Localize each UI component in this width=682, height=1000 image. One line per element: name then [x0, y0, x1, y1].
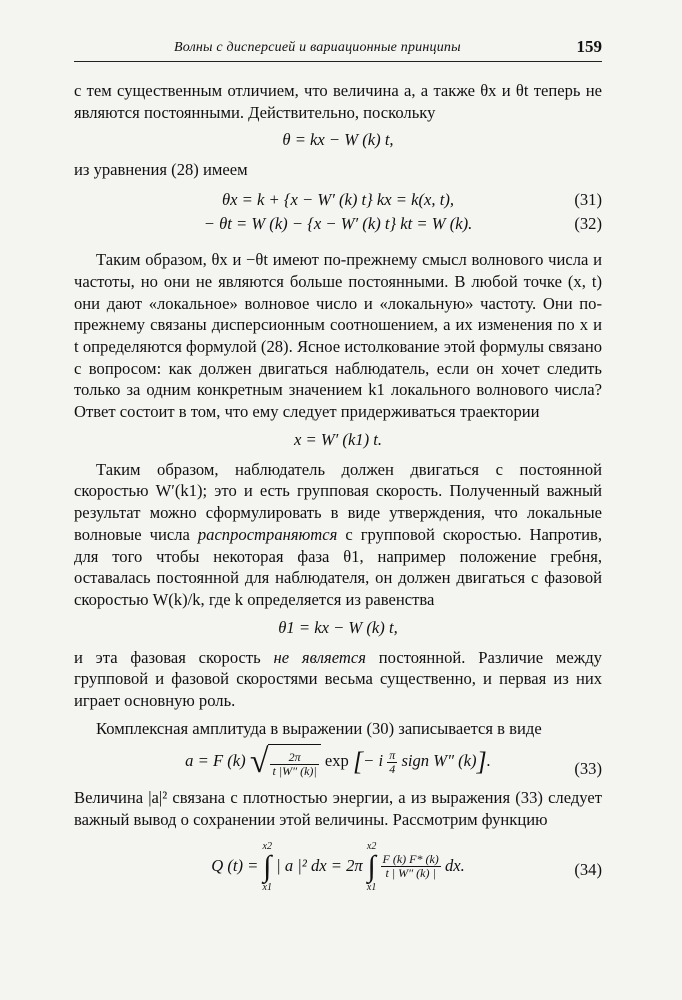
equation-number: (31)	[574, 190, 602, 210]
integral-upper-limit: x2	[262, 840, 272, 852]
page-number: 159	[576, 37, 602, 56]
sqrt-sign: √	[249, 743, 269, 781]
equation-phase	[74, 617, 602, 639]
integral-sign: ∫	[367, 849, 376, 883]
running-title: Волны с дисперсией и вариационные принципы	[174, 40, 461, 55]
equation-34	[74, 841, 602, 893]
eq33-pi: π	[389, 748, 396, 763]
paragraph-5-text-a: и эта фазовая скорость	[74, 647, 261, 667]
eq34-middle: | a |² dx = 2π	[276, 855, 363, 875]
eq33-fraction	[270, 751, 318, 778]
equation-number: (34)	[574, 859, 602, 879]
integral-2	[367, 841, 376, 893]
eq34-dx: dx.	[444, 855, 465, 875]
equation-text: θ = kx − W (k) t,	[282, 130, 394, 150]
equation-text: x = W′ (k1) t.	[293, 429, 383, 449]
eq33-radicand	[268, 744, 320, 781]
eq34-fraction	[381, 853, 441, 880]
eq33-exp: exp	[324, 751, 349, 771]
paragraph-5-emphasis: не является	[273, 647, 366, 667]
integral-sign: ∫	[263, 849, 272, 883]
paragraph-5-text-b: постоянной. Различие между групповой и фазовой скоростями весьма существенно, и первая из них играет основную роль.	[74, 647, 602, 711]
equation-trajectory	[74, 429, 602, 451]
integral-upper-limit: x2	[366, 840, 377, 852]
page-header	[74, 36, 602, 62]
equation-text: − θt = W (k) − {x − W′ (k) t} kt = W (k).	[203, 214, 473, 234]
eq33-sign: sign W″ (k)	[401, 751, 477, 771]
paragraph-4	[74, 459, 602, 611]
header-rule	[74, 61, 602, 62]
equation-number: (32)	[574, 214, 602, 234]
paragraph-4-text-b: с групповой скоростью. Напротив, для того чтобы некоторая фаза θ1, например положение гребня, оставалась постоянной для наблюдателя, он должен двигаться с фазовой скоростью W(k)/k, где k определяется из равенства	[74, 524, 602, 609]
equation-31	[74, 189, 602, 211]
eq33-fraction-numerator: 2π	[270, 751, 318, 765]
eq34-lhs: Q (t) =	[211, 855, 259, 875]
integral-1	[263, 841, 272, 893]
equation-text: θ1 = kx − W (k) t,	[278, 617, 398, 637]
paragraph-3: Таким образом, θx и −θt имеют по-прежнему смысл волнового числа и частоты, но они не являются больше постоянными. В любой точке (x, t) они дают «локальное» волновое число и «локальную» частоту. Они по-прежнему связаны дисперсионным соотношением, а их изменения по x и t определяются формулой (28). Ясное истолкование этой формулы связано с вопросом: как должен двигаться наблюдатель, если он хочет следить только за одним конкретным значением k1 локального волнового числа? Ответ состоит в том, что ему следует придерживаться траектории	[74, 250, 602, 422]
paragraph-7: Величина |a|² связана с плотностью энергии, а из выражения (33) следует важный вывод о сохранении этой величины. Рассмотрим функцию	[74, 788, 602, 829]
eq33-bracket-text: − i	[363, 751, 384, 771]
eq33-four: 4	[389, 762, 396, 777]
page-body	[74, 80, 602, 901]
eq33-fraction-denominator: t |W″ (k)|	[272, 763, 317, 778]
open-bracket: [	[353, 747, 364, 777]
paragraph-5	[74, 647, 602, 712]
eq33-pi-over-4	[387, 749, 397, 776]
close-bracket: ]	[476, 747, 487, 777]
paragraph-2: из уравнения (28) имеем	[74, 160, 248, 180]
equation-number: (33)	[574, 759, 602, 779]
equation-text: θx = k + {x − W′ (k) t} kx = k(x, t),	[222, 190, 454, 210]
equation-theta-definition	[74, 129, 602, 151]
eq33-lhs: a = F (k)	[185, 751, 246, 771]
integral-lower-limit: x1	[262, 881, 272, 893]
integral-lower-limit: x1	[366, 881, 377, 893]
eq34-fraction-numerator: F (k) F* (k)	[382, 852, 439, 867]
paragraph-4-emphasis: распространяются	[197, 524, 338, 544]
equation-32	[74, 213, 602, 235]
paragraph-1: с тем существенным отличием, что величина a, а также θx и θt теперь не являются постоянными. Действительно, поскольку	[74, 81, 602, 122]
eq34-fraction-denominator: t | W″ (k) |	[385, 866, 436, 881]
equation-33: a = F (k) √ $\frac{2\pi}{t |W'' (k)|}$ exp [− i $\frac{\pi}{4}$ sign W″ (k)]. (33)	[74, 743, 602, 781]
paragraph-6: Комплексная амплитуда в выражении (30) записывается в виде	[96, 718, 542, 738]
paragraph-4-text-a: Таким образом, наблюдатель должен двигаться с постоянной скоростью W′(k1); это и есть групповая скорость. Полученный важный результат можно сформулировать в виде утверждения, что локальные волновые числа	[74, 459, 602, 544]
